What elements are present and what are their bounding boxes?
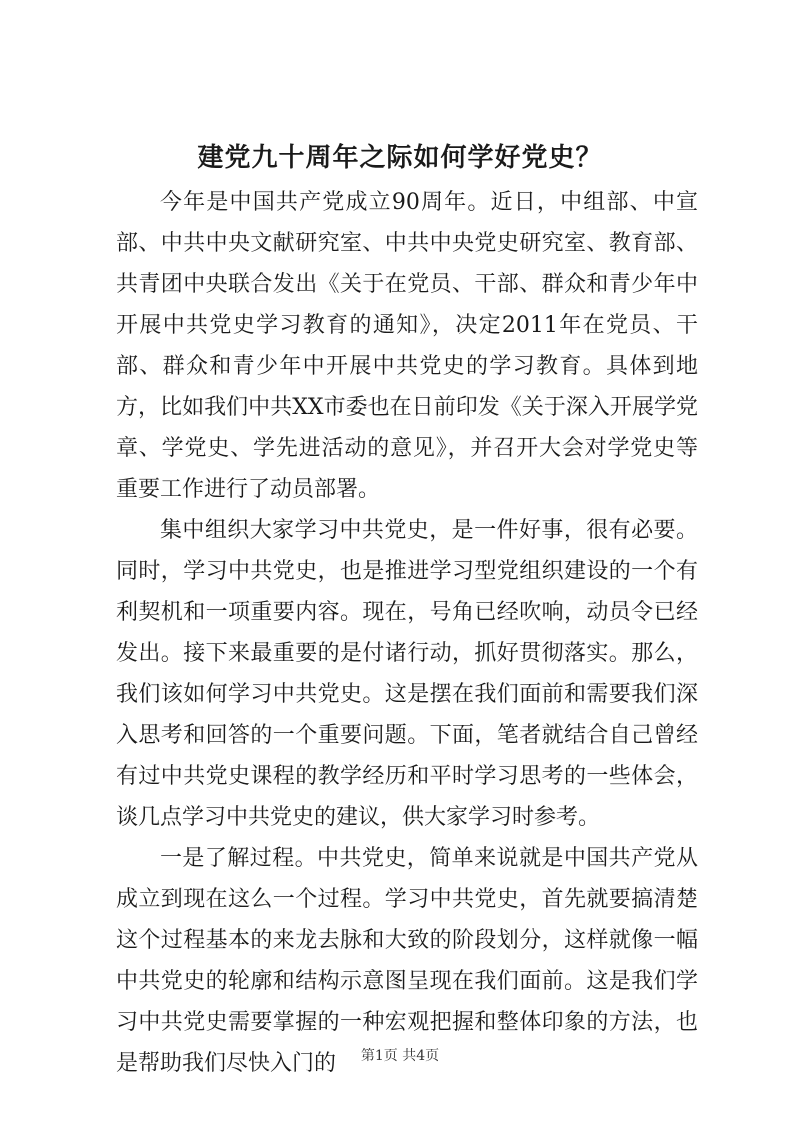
paragraph-1: 今年是中国共产党成立90周年。近日，中组部、中宣部、中共中央文献研究室、中共中央党史研究室、教育部、共青团中央联合发出《关于在党员、干部、群众和青少年中开展中共党史学习教育的通知》，决定2011年在党员、干部、群众和青少年中开展中共党史的学习教育。具体到地方，比如我们中共XX市委也在日前印发《关于深入开展学党章、学党史、学先进活动的意见》，并召开大会对学党史等重要工作进行了动员部署。 [116, 190, 698, 502]
paragraph-3: 一是了解过程。中共党史，简单来说就是中国共产党从成立到现在这么一个过程。学习中共党史，首先就要搞清楚这个过程基本的来龙去脉和大致的阶段划分，这样就像一幅中共党史的轮廓和结构示意图呈现在我们面前。这是我们学习中共党史需要掌握的一种宏观把握和整体印象的方法，也是帮助我们尽快入门的 [116, 846, 698, 1076]
page-footer: 第1页 共4页 [360, 1048, 440, 1064]
page-title: 建党九十周年之际如何学好党史？ [197, 143, 603, 173]
document-body [116, 182, 698, 1084]
paragraph-2: 集中组织大家学习中共党史，是一件好事，很有必要。同时，学习中共党史，也是推进学习型党组织建设的一个有利契机和一项重要内容。现在，号角已经吹响，动员令已经发出。接下来最重要的是付诸行动，抓好贯彻落实。那么，我们该如何学习中共党史。这是摆在我们面前和需要我们深入思考和回答的一个重要问题。下面，笔者就结合自己曾经有过中共党史课程的教学经历和平时学习思考的一些体会，谈几点学习中共党史的建议，供大家学习时参考。 [116, 518, 698, 830]
